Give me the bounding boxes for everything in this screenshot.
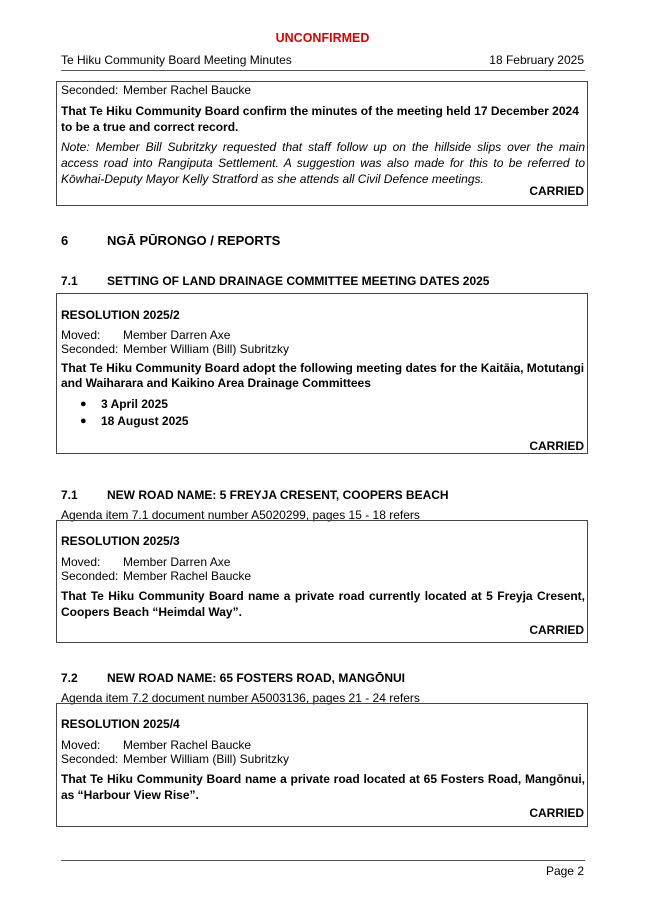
moved-label: Moved: xyxy=(61,738,101,752)
resolution-text: That Te Hiku Community Board name a private road currently located at 5 Freyja Cresent, Coopers Beach “Heimdal Way”. xyxy=(61,589,585,619)
seconded-value: Member William (Bill) Subritzky xyxy=(123,342,290,356)
seconded-line xyxy=(61,569,251,583)
carried-label: CARRIED xyxy=(529,623,584,637)
prior-carried: CARRIED xyxy=(529,184,584,198)
agenda-reference: Agenda item 7.1 document number A5020299, pages 15 - 18 refers xyxy=(61,508,420,522)
item-number: 7.1 xyxy=(61,488,78,502)
moved-value: Member Darren Axe xyxy=(123,328,231,342)
footer-rule xyxy=(61,860,585,861)
prior-seconded xyxy=(61,83,251,97)
item-title: NEW ROAD NAME: 5 FREYJA CRESENT, COOPERS BEACH xyxy=(107,488,449,502)
seconded-value: Member Rachel Baucke xyxy=(123,83,252,97)
meeting-date-item: 18 August 2025 xyxy=(101,414,189,428)
agenda-reference: Agenda item 7.2 document number A5003136, pages 21 - 24 refers xyxy=(61,691,420,705)
document-title: Te Hiku Community Board Meeting Minutes xyxy=(61,53,292,67)
item-number: 7.1 xyxy=(61,274,78,288)
meeting-date: 18 February 2025 xyxy=(489,53,584,67)
moved-line xyxy=(61,328,230,342)
resolution-number: RESOLUTION 2025/4 xyxy=(61,717,180,731)
item-title: NEW ROAD NAME: 65 FOSTERS ROAD, MANGŌNUI xyxy=(107,671,406,685)
seconded-label: Seconded: xyxy=(61,569,119,583)
item-number: 7.2 xyxy=(61,671,78,685)
seconded-label: Seconded: xyxy=(61,342,119,356)
unconfirmed-label: UNCONFIRMED xyxy=(275,31,370,45)
moved-value: Member Rachel Baucke xyxy=(123,738,252,752)
seconded-label: Seconded: xyxy=(61,83,119,97)
seconded-value: Member Rachel Baucke xyxy=(123,569,252,583)
prior-resolution-line2: to be a true and correct record. xyxy=(61,120,239,134)
seconded-value: Member William (Bill) Subritzky xyxy=(123,752,290,766)
resolution-text: That Te Hiku Community Board name a private road located at 65 Fosters Road, Mangōnui, as “Harbour View Rise”. xyxy=(61,772,585,802)
page-number: Page 2 xyxy=(545,864,584,878)
resolution-number: RESOLUTION 2025/2 xyxy=(61,308,180,322)
item-title: SETTING OF LAND DRAINAGE COMMITTEE MEETING DATES 2025 xyxy=(107,274,490,288)
seconded-label: Seconded: xyxy=(61,752,119,766)
resolution-text-line2: and Waiharara and Kaikino Area Drainage Committees xyxy=(61,376,371,390)
prior-note: Note: Member Bill Subritzky requested that staff follow up on the hillside slips over the main access road into Rangiputa Settlement. A suggestion was also made for this to be referred to Kōwhai-Deputy Mayor Kelly Stratford as she attends all Civil Defence meetings. xyxy=(61,140,585,186)
moved-line xyxy=(61,555,230,569)
bullet-icon: ● xyxy=(80,415,87,427)
bullet-icon: ● xyxy=(80,398,87,410)
carried-label: CARRIED xyxy=(529,439,584,453)
moved-line xyxy=(61,738,251,752)
moved-label: Moved: xyxy=(61,555,101,569)
seconded-line xyxy=(61,342,289,356)
section-title: NGĀ PŪRONGO / REPORTS xyxy=(107,233,281,248)
moved-value: Member Darren Axe xyxy=(123,555,231,569)
resolution-text-line1: That Te Hiku Community Board adopt the following meeting dates for the Kaitāia, Motutangi xyxy=(61,361,585,375)
carried-label: CARRIED xyxy=(529,806,584,820)
section-number: 6 xyxy=(61,233,69,248)
header-rule xyxy=(61,70,585,71)
meeting-date-item: 3 April 2025 xyxy=(101,397,168,411)
resolution-number: RESOLUTION 2025/3 xyxy=(61,534,180,548)
seconded-line xyxy=(61,752,289,766)
moved-label: Moved: xyxy=(61,328,101,342)
prior-resolution-line1: That Te Hiku Community Board confirm the minutes of the meeting held 17 December 2024 xyxy=(61,104,579,118)
